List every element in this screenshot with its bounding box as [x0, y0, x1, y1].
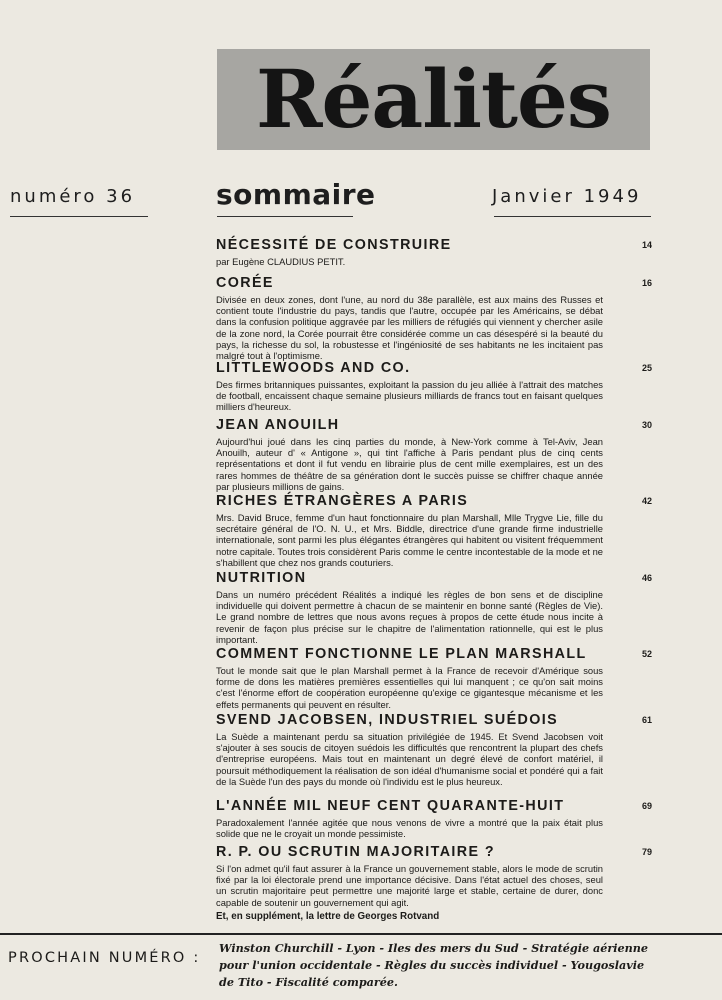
footer-divider — [0, 933, 722, 935]
section-title: sommaire — [216, 178, 376, 211]
article-summary: Tout le monde sait que le plan Marshall permet à la France de recevoir d'Amérique sous forme de dons les matières premières essentielles qui lui manquent ; ce qu'on sait moins c'est l'énorme effort de coopération européenne qu'exige ce gigantesque mécanisme et les effets permanents qui peuvent en résulter. — [216, 665, 603, 710]
article-byline: par Eugène CLAUDIUS PETIT. — [216, 256, 346, 267]
article-title: RICHES ÉTRANGÈRES A PARIS — [216, 493, 469, 509]
article-summary: Des firmes britanniques puissantes, exploitant la passion du jeu alliée à l'attrait des matches de football, encaissent chaque semaine plusieurs milliards de francs tout en faisant quelques milliers d'heureux. — [216, 379, 603, 413]
article-title: SVEND JACOBSEN, INDUSTRIEL SUÉDOIS — [216, 712, 559, 728]
article-summary: Si l'on admet qu'il faut assurer à la France un gouvernement stable, alors le mode de scrutin fixé par la loi électorale prend une importance décisive. Dans l'état actuel des choses, seul un scrutin majoritaire peut permettre une majorité large et stable, certaine de durer, donc capable de soutenir un gouvernement qui agit. — [216, 863, 603, 908]
article-entry — [216, 646, 656, 710]
article-entry — [216, 798, 656, 839]
article-entry — [216, 493, 656, 568]
article-summary: Aujourd'hui joué dans les cinq parties du monde, à New-York comme à Tel-Aviv, Jean Anouilh, auteur d' « Antigone », qui tint l'affiche à Paris pendant plus de cinq cents représentations et dont il fut vendu en librairie plus de cent mille exemplaires, est un des rares hommes de théâtre de sa génération dont le succès puisse se chiffrer chaque année par plusieurs millions de gains. — [216, 436, 603, 492]
article-title: COMMENT FONCTIONNE LE PLAN MARSHALL — [216, 646, 587, 662]
article-page-number: 30 — [641, 420, 652, 430]
article-entry — [216, 360, 656, 413]
article-page-number: 14 — [641, 240, 652, 250]
supplement-note: Et, en supplément, la lettre de Georges Rotvand — [216, 911, 440, 922]
article-page-number: 79 — [641, 847, 652, 857]
article-entry — [216, 844, 656, 908]
article-page-number: 25 — [641, 363, 652, 373]
article-page-number: 42 — [641, 496, 652, 506]
issue-date: Janvier 1949 — [492, 186, 642, 207]
article-page-number: 46 — [641, 573, 652, 583]
article-title: R. P. OU SCRUTIN MAJORITAIRE ? — [216, 844, 495, 860]
article-page-number: 16 — [641, 278, 652, 288]
article-summary: Dans un numéro précédent Réalités a indiqué les règles de bon sens et de discipline individuelle qui doivent permettre à chacun de se maintenir en bonne santé (Règles de Vie). Le grand nombre de lettres que nous avons reçues à propos de cette étude nous incite à revenir de façon plus précise sur le chapitre de l'alimentation rationnelle, qui est le plus important. — [216, 589, 603, 645]
article-summary: Mrs. David Bruce, femme d'un haut fonctionnaire du plan Marshall, Mlle Trygve Lie, fille du secrétaire général de l'O. N. U., et Mrs. Biddle, directrice d'une grande firme industrielle internationale, sont parmi les plus élégantes étrangères qui habitent ou visitent fréquemment notre capitale. Toutes trois considèrent Paris comme le centre incontestable de la mode et ne s'habillent que chez nos grands couturiers. — [216, 512, 603, 568]
article-page-number: 69 — [641, 801, 652, 811]
article-page-number: 61 — [641, 715, 652, 725]
article-entry — [216, 237, 656, 267]
next-issue-label: PROCHAIN NUMÉRO : — [8, 950, 201, 966]
article-entry — [216, 712, 656, 787]
article-title: NÉCESSITÉ DE CONSTRUIRE — [216, 237, 452, 253]
article-title: NUTRITION — [216, 570, 307, 586]
header-rule — [494, 216, 651, 217]
issue-number: numéro 36 — [10, 186, 136, 207]
masthead — [217, 49, 650, 150]
article-summary: La Suède a maintenant perdu sa situation privilégiée de 1945. Et Svend Jacobsen voit s'ajouter à ses soucis de citoyen suédois les difficultés que rencontrent la plupart des chefs d'entreprise européens. Mais tout en maintenant un degré élevé de confort matériel, il poursuit méthodiquement la réalisation de son idéal d'humanisme social et pondéré qui a fait de la Suède l'un des pays du monde où l'individu est le plus heureux. — [216, 731, 603, 787]
article-page-number: 52 — [641, 649, 652, 659]
article-title: CORÉE — [216, 275, 274, 291]
article-summary: Paradoxalement l'année agitée que nous venons de vivre a montré que la paix était plus solide que ne le croyait un monde pessimiste. — [216, 817, 603, 840]
article-entry — [216, 417, 656, 492]
article-title: JEAN ANOUILH — [216, 417, 340, 433]
header-rule — [10, 216, 148, 217]
article-title: LITTLEWOODS AND CO. — [216, 360, 411, 376]
magazine-title: Réalités — [256, 52, 611, 146]
article-entry — [216, 275, 656, 361]
next-issue-topics: Winston Churchill - Lyon - Iles des mers du Sud - Stratégie aérienne pour l'union occidentale - Règles du succès individuel - Yougoslavie de Tito - Fiscalité comparée. — [219, 941, 648, 989]
header-rule — [217, 216, 353, 217]
article-entry — [216, 570, 656, 645]
article-summary: Divisée en deux zones, dont l'une, au nord du 38e parallèle, est aux mains des Russes et contient toute l'industrie du pays, tandis que l'autre, occupée par les Américains, se débat dans la confusion politique aggravée par les milliers de réfugiés qui viennent y chercher asile de la zone nord, la Corée pourrait être considérée comme un cas désespéré si la beauté du pays, la richesse du sol, la robustesse et l'ingéniosité de ses habitants ne les incitaient pas malgré tout à l'optimisme. — [216, 294, 603, 362]
article-title: L'ANNÉE MIL NEUF CENT QUARANTE-HUIT — [216, 798, 565, 814]
